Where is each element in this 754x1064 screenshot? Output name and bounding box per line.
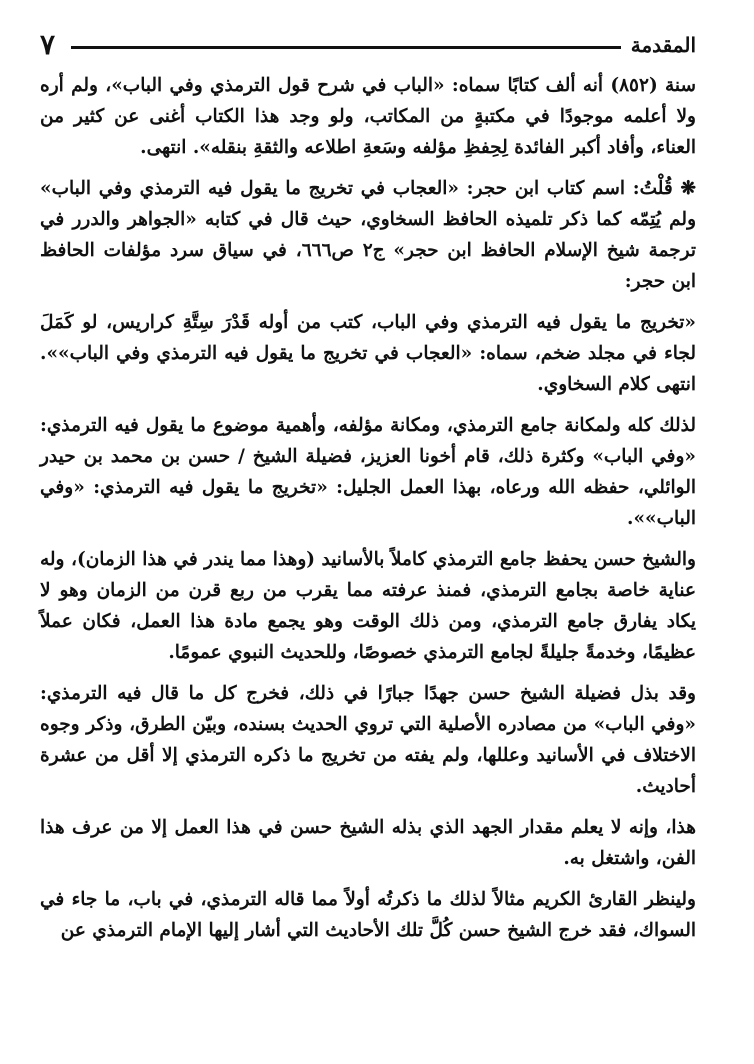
- asterism-icon: ❋: [680, 178, 696, 199]
- paragraph-8: [40, 884, 696, 946]
- text-line: لجاء في مجلد ضخم، سماه: «العجاب في تخريج ما يقول فيه الترمذي وفي الباب»».: [40, 343, 696, 364]
- text-line: وأفاد أكبر الفائدة لِحِفظِ مؤلفه وسَعةِ اطلاعه والثقةِ بنقله». انتهى.: [140, 137, 644, 158]
- text-line: عظيمًا، وخدمةً جليلةً لجامع الترمذي خصوصًا، وللحديث النبوي عمومًا.: [168, 642, 696, 663]
- text-line: انتهى كلام السخاوي.: [537, 374, 696, 395]
- text-line: هذا الفن، واشتغل به.: [40, 817, 696, 869]
- page-number: ٧: [40, 28, 56, 61]
- text-line: أحاديث.: [635, 776, 696, 797]
- body-text: [40, 70, 696, 956]
- lead-word: قُلْتُ: [639, 178, 673, 199]
- text-line: وله عناية خاصة بجامع الترمذي، فمنذ عرفته مما يقرب من ربع قرن من الزمان وهو لا: [40, 549, 696, 601]
- text-line: ولينظر القارئ الكريم مثالاً لذلك ما ذكرتُه أولاً مما قاله الترمذي، في باب، ما جاء: [71, 889, 696, 910]
- paragraph-4: [40, 410, 696, 534]
- text-line: ترجمة شيخ الإسلام الحافظ ابن حجر» ج٢ ص٦٦٦، في سياق سرد مؤلفات الحافظ ابن: [40, 240, 696, 292]
- text-line: وقد بذل فضيلة الشيخ حسن جهدًا جبارًا في ذلك، فخرج كل ما قال فيه الترمذي:: [40, 683, 696, 704]
- text-line: الترمذي: «وفي الباب» وكثرة ذلك، قام أخونا العزيز، فضيلة الشيخ / حسن بن محمد بن: [40, 415, 696, 467]
- text-line: «وفي الباب» من مصادره الأصلية التي تروي الحديث بسنده، وبيّن الطرق، وذكر وجوه: [40, 714, 696, 735]
- paragraph-7: [40, 812, 696, 874]
- text-line: الاختلاف في الأسانيد وعللها، ولم يفته من تخريج ما ذكره الترمذي إلا أقل من عشرة: [40, 745, 696, 766]
- text-line: حجر:: [624, 271, 666, 292]
- paragraph-5: [40, 544, 696, 668]
- text-line: : اسم كتاب ابن حجر: «العجاب في تخريج ما يقول فيه الترمذي وفي الباب»: [40, 178, 640, 199]
- header-rule: [71, 46, 621, 49]
- page-header: [40, 28, 696, 62]
- text-line: في السواك، فقد خرج الشيخ حسن كُلَّ تلك الأحاديث التي أشار إليها الإمام الترمذي عن: [40, 889, 696, 941]
- text-line: يكاد يفارق جامع الترمذي، ومن ذلك الوقت وهو يجمع مادة هذا العمل، فكان عملاً: [40, 611, 696, 632]
- paragraph-6: [40, 678, 696, 802]
- running-title: المقدمة: [630, 33, 696, 57]
- text-line: «وفي الباب»».: [40, 477, 696, 529]
- text-line: أعلمه موجودًا في مكتبةٍ من المكاتب، ولو وجد هذا الكتاب أغنى عن كثير من العناء،: [40, 106, 696, 158]
- text-line: لذلك كله ولمكانة جامع الترمذي، ومكانة مؤلفه، وأهمية موضوع ما يقول فيه: [114, 415, 696, 436]
- text-line: «تخريج ما يقول فيه الترمذي وفي الباب، كتب من أوله قَدْرَ سِتَّةِ كراريس، لو كَمَلَ: [40, 312, 696, 333]
- text-line: ولم يُتِمّه كما ذكر تلميذه الحافظ السخاوي، حيث قال في كتابه «الجواهر والدرر في: [40, 209, 696, 230]
- text-line: هذا، وإنه لا يعلم مقدار الجهد الذي بذله الشيخ حسن في هذا العمل إلا من عرف: [72, 817, 696, 838]
- text-line: والشيخ حسن يحفظ جامع الترمذي كاملاً بالأسانيد (وهذا مما يندر في هذا الزمان)،: [70, 549, 696, 570]
- text-line: حيدر الوائلي، حفظه الله ورعاه، بهذا العمل الجليل: «تخريج ما يقول فيه الترمذي:: [40, 446, 696, 498]
- text-line: سنة (٨٥٢) أنه ألف كتابًا سماه: «الباب في شرح قول الترمذي وفي الباب»، ولم أره ولا: [40, 75, 696, 127]
- paragraph-2: [40, 173, 696, 297]
- paragraph-1: [40, 70, 696, 163]
- paragraph-3: [40, 307, 696, 400]
